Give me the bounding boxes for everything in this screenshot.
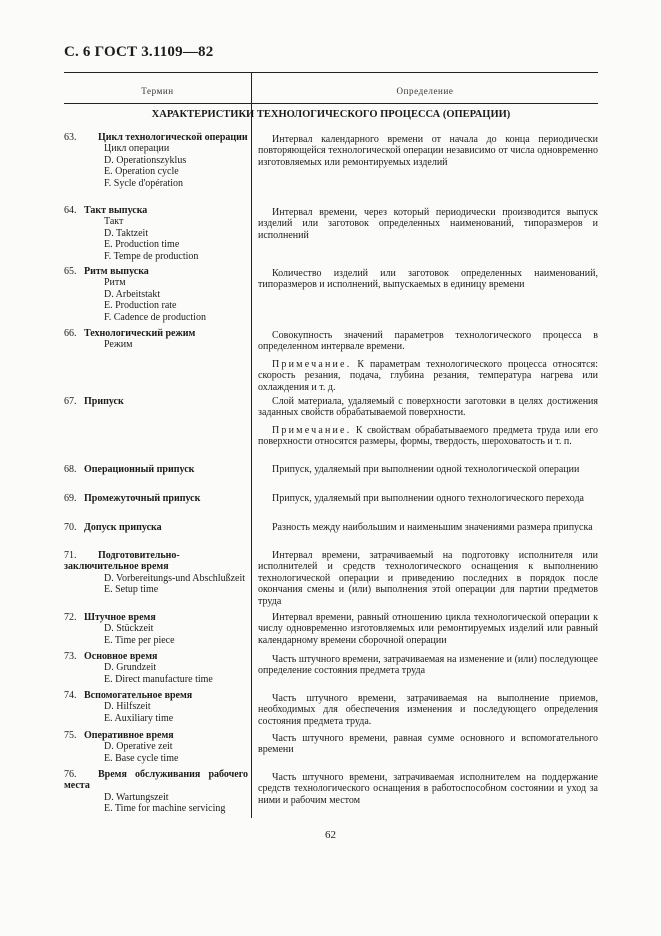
definition-text: Часть штучного времени, затрачиваемая исполнителем на поддержание средств технологического оснащения в работоспособном состоянии и уход за ними и рабочим местом <box>258 772 598 806</box>
term-number: 73. <box>64 651 77 662</box>
term-name: Такт выпуска <box>84 205 148 216</box>
definition-cell <box>258 693 598 727</box>
term-name: Допуск припуска <box>84 522 162 533</box>
term-synonym: Цикл операции <box>104 143 170 155</box>
definition-text: Интервал времени, равный отношению цикла технологической операции к числу одновременно изготовляемых или ремонтируемых изделий или равный календарному времени сборочной операции <box>258 612 598 646</box>
term-synonym: D. Arbeitstakt <box>104 288 161 300</box>
term-name: Вспомогательное время <box>84 690 193 701</box>
table-header-rule <box>64 103 598 104</box>
term-synonym: D. Vorbereitungs-und Abschlußzeit <box>104 572 246 584</box>
term-heading <box>64 550 248 573</box>
term-heading <box>64 205 248 216</box>
definition-cell <box>258 396 598 448</box>
term-number: 69. <box>64 493 77 504</box>
note-text: К параметрам технологического процесса относятся: скорость резания, подача, глубина резания, температура нагрева или охлаждения и т. д. <box>258 358 598 393</box>
term-cell <box>64 690 248 724</box>
term-name: Штучное время <box>84 612 156 623</box>
definition-text: Совокупность значений параметров технологического процесса в определенном интервале времени. <box>258 330 598 353</box>
term-name: Промежуточный припуск <box>84 493 201 504</box>
term-number: 72. <box>64 612 77 623</box>
term-synonym: D. Operative zeit <box>104 741 173 753</box>
term-synonym: Режим <box>104 339 133 351</box>
term-number: 68. <box>64 464 77 475</box>
term-synonym: F. Cadence de production <box>104 311 206 323</box>
note-text: К свойствам обрабатываемого предмета труда или его поверхности относятся размеры, формы, твердость, шероховатость и т. п. <box>258 424 598 448</box>
column-divider <box>251 72 252 818</box>
term-number: 70. <box>64 522 77 533</box>
definition-cell <box>258 330 598 393</box>
definition-cell <box>258 493 598 504</box>
term-synonym: E. Production time <box>104 239 180 251</box>
term-number: 75. <box>64 730 77 741</box>
column-header-term: Термин <box>141 86 174 96</box>
term-cell <box>64 612 248 646</box>
definition-text: Слой материала, удаляемый с поверхности заготовки в целях достижения заданных свойств обрабатываемой поверхности. <box>258 396 598 419</box>
term-number: 65. <box>64 266 77 277</box>
term-number: 66. <box>64 328 77 339</box>
section-title: ХАРАКТЕРИСТИКИ ТЕХНОЛОГИЧЕСКОГО ПРОЦЕССА (ОПЕРАЦИИ) <box>151 109 511 120</box>
term-name: Припуск <box>84 396 124 407</box>
term-cell <box>64 464 248 475</box>
term-synonym: E. Base cycle time <box>104 752 179 764</box>
term-cell <box>64 493 248 504</box>
definition-cell <box>258 207 598 241</box>
definition-cell <box>258 464 598 475</box>
term-heading <box>64 266 248 277</box>
term-cell <box>64 651 248 685</box>
term-heading <box>64 690 248 701</box>
term-cell <box>64 396 248 407</box>
page-number: 62 <box>325 829 336 841</box>
definition-cell <box>258 733 598 756</box>
note-label: Примечание. <box>272 358 352 370</box>
term-synonym: D. Grundzeit <box>104 662 157 674</box>
term-name: Операционный припуск <box>84 464 195 475</box>
term-synonym: D. Operationszyklus <box>104 154 187 166</box>
term-synonym: E. Time per piece <box>104 634 175 646</box>
term-heading <box>64 464 248 475</box>
definition-text: Разность между наибольшим и наименьшим значениями размера припуска <box>272 522 593 533</box>
term-synonym: D. Stückzeit <box>104 623 154 635</box>
term-synonym: F. Sycle d'opération <box>104 177 184 189</box>
term-cell <box>64 266 248 323</box>
term-heading <box>64 612 248 623</box>
definition-text: Интервал календарного времени от начала до конца периодически повторяющейся технологической операции независимо от числа одновременно изготовляемых или ремонтируемых изделий <box>258 134 598 168</box>
term-heading <box>64 132 248 143</box>
page-header: С. 6 ГОСТ 3.1109—82 <box>64 44 214 60</box>
term-name: Основное время <box>84 651 158 662</box>
column-header-definition: Определение <box>396 86 454 96</box>
term-number: 71. <box>64 550 77 561</box>
definition-cell <box>258 134 598 168</box>
term-heading <box>64 328 248 339</box>
term-heading <box>64 522 248 533</box>
term-synonym: E. Production rate <box>104 300 177 312</box>
term-synonym: F. Tempe de production <box>104 250 199 262</box>
definition-cell <box>258 654 598 677</box>
table-top-rule <box>64 72 598 73</box>
definition-note <box>258 425 598 448</box>
definition-text: Припуск, удаляемый при выполнении одной технологической операции <box>272 464 580 475</box>
definition-note <box>258 359 598 393</box>
term-name: Цикл технологической операции <box>98 132 248 143</box>
term-name: Подготовительно-заключительное время <box>64 550 180 573</box>
term-name: Время обслуживания рабочего места <box>64 769 248 792</box>
term-name: Оперативное время <box>84 730 174 741</box>
term-cell <box>64 205 248 262</box>
term-synonym: Ритм <box>104 277 126 289</box>
definition-cell <box>258 268 598 291</box>
term-number: 74. <box>64 690 77 701</box>
term-heading <box>64 396 248 407</box>
term-name: Ритм выпуска <box>84 266 149 277</box>
definition-cell <box>258 612 598 646</box>
definition-text: Припуск, удаляемый при выполнении одного технологического перехода <box>272 493 584 504</box>
definition-text: Интервал времени, через который периодически производится выпуск изделий или заготовок определенных наименований, типоразмеров и исполнений <box>258 207 598 241</box>
term-synonym: E. Operation cycle <box>104 166 179 178</box>
term-synonym: D. Taktzeit <box>104 227 149 239</box>
term-synonym: D. Hilfszeit <box>104 701 151 713</box>
term-synonym: E. Auxiliary time <box>104 712 174 724</box>
term-synonym: Такт <box>104 216 124 228</box>
term-synonym: E. Time for machine servicing <box>104 803 226 815</box>
term-heading <box>64 651 248 662</box>
term-cell <box>64 769 248 815</box>
term-number: 64. <box>64 205 77 216</box>
term-heading <box>64 769 248 792</box>
term-number: 63. <box>64 132 77 143</box>
term-name: Технологический режим <box>84 328 196 339</box>
term-cell <box>64 328 248 351</box>
definition-cell <box>258 550 598 607</box>
term-heading <box>64 493 248 504</box>
definition-text: Часть штучного времени, затрачиваемая на изменение и (или) последующее определение состояния предмета труда <box>258 654 598 677</box>
term-cell <box>64 522 248 533</box>
term-number: 67. <box>64 396 77 407</box>
term-synonym: D. Wartungszeit <box>104 791 169 803</box>
definition-text: Часть штучного времени, затрачиваемая на выполнение приемов, необходимых для обеспечения изменения и последующего определения состояния предмета труда. <box>258 693 598 727</box>
definition-text: Интервал времени, затрачиваемый на подготовку исполнителя или исполнителей и средств технологического оснащения к выполнению технологической операции и приведению последних в порядок после окончания смены и (или) выполнения этой операции для партии предметов труда <box>258 550 598 607</box>
term-synonym: E. Direct manufacture time <box>104 673 213 685</box>
term-heading <box>64 730 248 741</box>
term-cell <box>64 730 248 764</box>
definition-cell <box>258 522 598 533</box>
definition-text: Количество изделий или заготовок определенных наименований, типоразмеров и исполнений, выпускаемых в единицу времени <box>258 268 598 291</box>
term-cell <box>64 132 248 189</box>
definition-cell <box>258 772 598 806</box>
definition-text: Часть штучного времени, равная сумме основного и вспомогательного времени <box>258 733 598 756</box>
term-number: 76. <box>64 769 77 780</box>
term-cell <box>64 550 248 596</box>
term-synonym: E. Setup time <box>104 584 159 596</box>
note-label: Примечание. <box>272 424 352 436</box>
